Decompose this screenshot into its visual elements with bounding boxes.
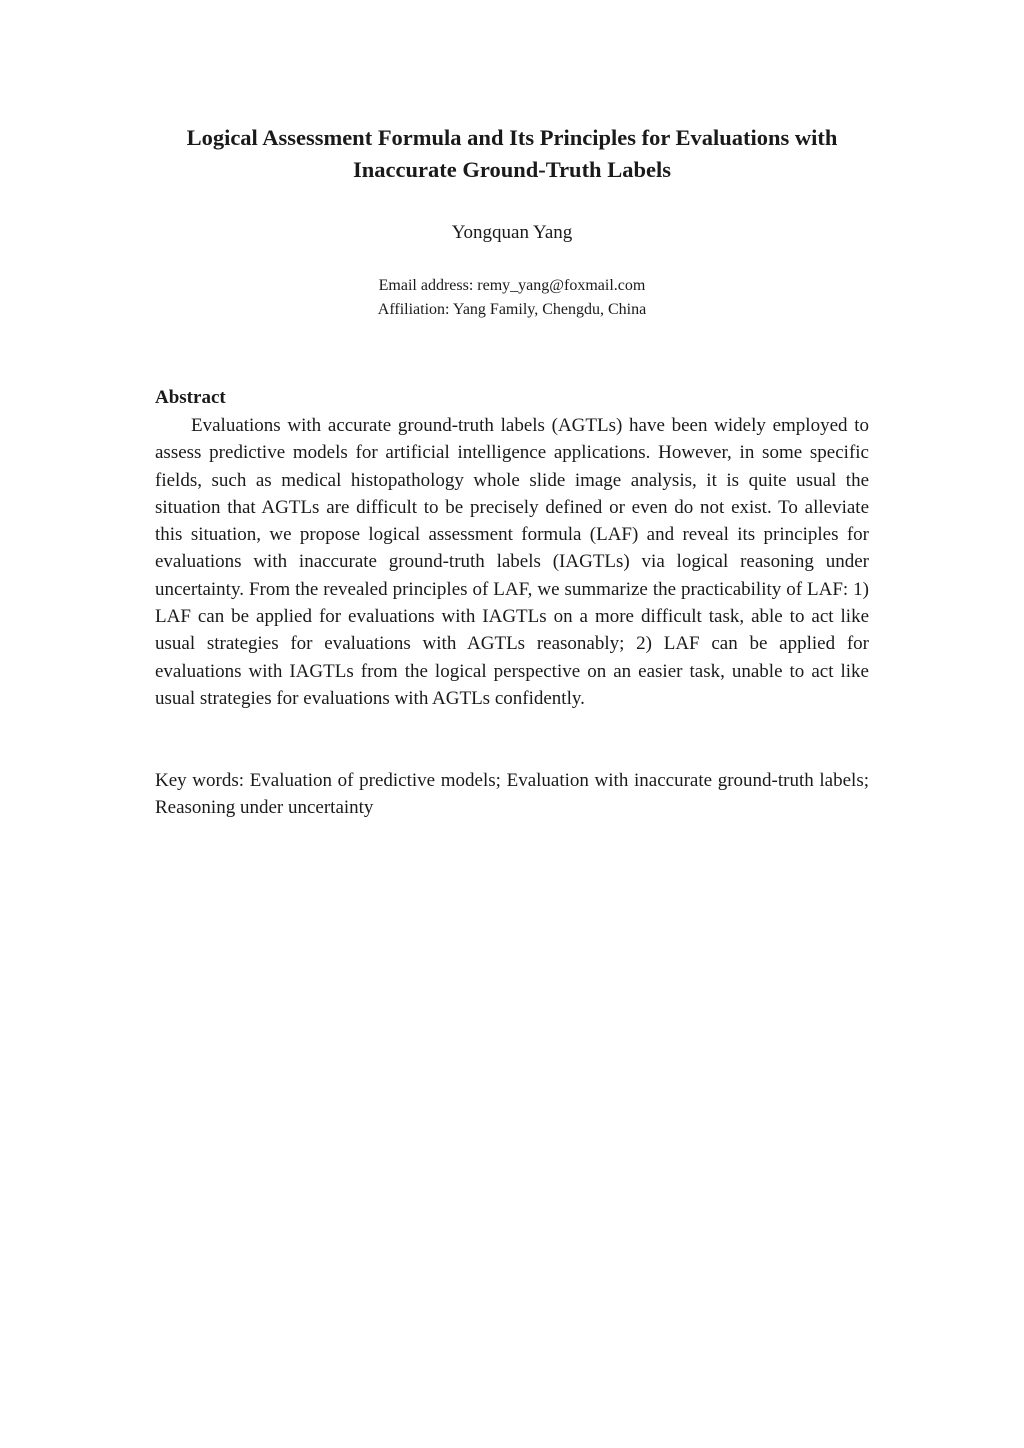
keywords: Key words: Evaluation of predictive models; Evaluation with inaccurate ground-truth labels; Reasoning under uncertainty <box>155 770 869 819</box>
title-line-1: Logical Assessment Formula and Its Principles for Evaluations with <box>186 125 838 150</box>
abstract-body: Evaluations with accurate ground-truth labels (AGTLs) have been widely employed to assess predictive models for artificial intelligence applications. However, in some specific fields, such as medical histopathology whole slide image analysis, it is quite usual the situation that AGTLs are difficult to be precisely defined or even do not exist. To alleviate this situation, we propose logical assessment formula (LAF) and reveal its principles for evaluations with inaccurate ground-truth labels (IAGTLs) via logical reasoning under uncertainty. From the revealed principles of LAF, we summarize the practicability of LAF: 1) LAF can be applied for evaluations with IAGTLs on a more difficult task, able to act like usual strategies for evaluations with AGTLs reasonably; 2) LAF can be applied for evaluations with IAGTLs from the logical perspective on an easier task, unable to act like usual strategies for evaluations with AGTLs confidently. <box>155 415 869 709</box>
title-line-2: Inaccurate Ground-Truth Labels <box>353 157 671 182</box>
author-contact <box>0 274 1024 322</box>
affiliation: Affiliation: Yang Family, Chengdu, China <box>377 301 647 318</box>
abstract-heading: Abstract <box>155 387 226 408</box>
email-address: Email address: remy_yang@foxmail.com <box>378 277 646 294</box>
author-name: Yongquan Yang <box>451 222 573 243</box>
paper-title <box>120 122 904 186</box>
